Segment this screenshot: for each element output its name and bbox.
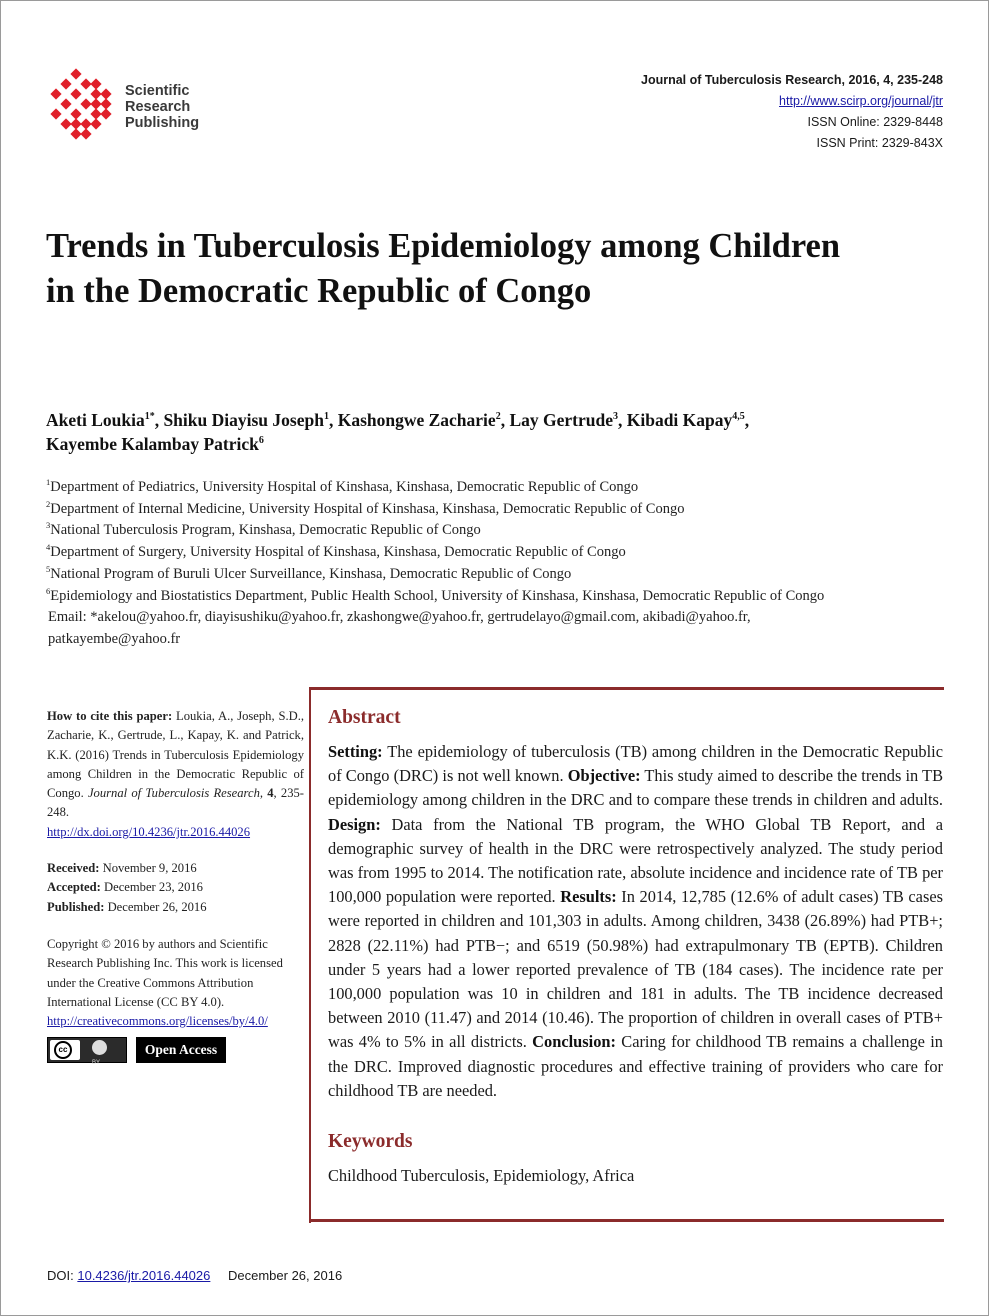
conclusion-label: Conclusion:: [532, 1032, 616, 1052]
author-affiliation-marker: 1: [323, 411, 329, 423]
affiliation-number: 3: [46, 520, 51, 531]
received-date: November 9, 2016: [102, 861, 197, 876]
author-separator: ,: [500, 410, 510, 430]
affiliation-text: National Program of Buruli Ulcer Surveillance, Kinshasa, Democratic Republic of Congo: [50, 565, 572, 582]
logo-diamond: [90, 118, 101, 129]
setting-text: The epidemiology of tuberculosis (TB) among children in the Democratic Republic of Congo (DRC) is not well known.: [328, 742, 943, 786]
copyright-text: Copyright © 2016 by authors and Scientific Research Publishing Inc. This work is licensed under the Creative Commons Attribution International License (CC BY 4.0).: [47, 936, 283, 1009]
license-badges: [47, 1035, 304, 1067]
logo-diamond: [90, 108, 101, 119]
doi-link[interactable]: 10.4236/jtr.2016.44026: [77, 1268, 211, 1283]
objective-label: Objective:: [567, 766, 641, 786]
logo-diamond: [90, 78, 101, 89]
page-footer: [47, 1268, 342, 1283]
author-affiliation-marker: 2: [495, 411, 501, 423]
copyright-block: [47, 935, 304, 1031]
abstract-top-rule: [310, 687, 944, 690]
logo-diamond: [100, 108, 111, 119]
author-name: Lay Gertrude: [509, 410, 613, 430]
logo-diamond: [70, 88, 81, 99]
logo-diamond: [60, 78, 71, 89]
affiliation-text: Department of Surgery, University Hospital of Kinshasa, Kinshasa, Democratic Republic of Congo: [50, 544, 626, 561]
setting-label: Setting:: [328, 742, 383, 761]
journal-url-link[interactable]: http://www.scirp.org/journal/jtr: [779, 94, 943, 108]
cite-label: How to cite this paper:: [47, 709, 173, 723]
author-name: Kashongwe Zacharie: [337, 410, 496, 430]
affiliation-item: [46, 499, 946, 521]
affiliation-item: [46, 477, 946, 499]
objective-text: This study aimed to describe the trends in TB epidemiology among children in the DRC and to compare these trends in children and adults.: [328, 766, 944, 810]
affiliation-text: Epidemiology and Biostatistics Department, Public Health School, University of Kinshasa, Kinshasa, Democratic Republic of Congo: [50, 587, 825, 604]
author-affiliation-marker: 1*: [144, 411, 155, 423]
publisher-name-line: Scientific: [125, 83, 190, 99]
paper-title: Trends in Tuberculosis Epidemiology among Children in the Democratic Republic of Congo: [46, 227, 841, 310]
cc-icon: cc: [54, 1041, 72, 1059]
affiliation-number: 2: [46, 498, 51, 509]
logo-diamond: [90, 88, 101, 99]
abstract-body: [328, 740, 943, 1103]
logo-diamond: [90, 98, 101, 109]
published-date: December 26, 2016: [107, 899, 207, 914]
journal-name: Journal of Tuberculosis Research, 2016, 4, 235-248: [641, 73, 943, 87]
keywords-section: [328, 1129, 943, 1188]
sidebar: [47, 707, 305, 1067]
cite-journal: Journal of Tuberculosis Research,: [87, 786, 264, 801]
person-icon: [92, 1040, 107, 1055]
cite-pages: , 235-248.: [47, 786, 304, 820]
logo-diamond: [60, 118, 71, 129]
logo-diamond: [50, 108, 61, 119]
journal-info: [641, 70, 943, 154]
date-block: [47, 859, 304, 917]
cc-by-badge[interactable]: [47, 1037, 127, 1067]
logo-diamond: [80, 98, 91, 109]
email-line: Email: *akelou@yahoo.fr, diayisushiku@yahoo.fr, zkashongwe@yahoo.fr, gertrudelayo@gmail.com, akibadi@yahoo.fr,: [48, 609, 751, 626]
affiliation-item: [46, 520, 946, 542]
affiliation-text: Department of Pediatrics, University Hospital of Kinshasa, Kinshasa, Democratic Republic of Congo: [50, 479, 639, 495]
publisher-logo: [50, 66, 220, 146]
results-text: In 2014, 12,785 (12.6% of adult cases) TB cases were reported in children and 101,303 in adults. Among children, 3438 (26.89%) had PTB+; 2828 (22.11%) had PTB−; and 6519 (50.98%) had extrapulmonary TB (EPTB). Children under 5 years had a lower reported prevalence of TB (184 cases). The incidence rate per 100,000 population was 10 in children and 181 in adults. The TB incidence decreased between 2010 (11.47) and 2014 (10.46). The proportion of children in overall cases of PTB+ was 4% to 5% in all districts.: [328, 887, 943, 1052]
email-line: patkayembe@yahoo.fr: [48, 630, 181, 647]
logo-diamond: [80, 78, 91, 89]
author-name: Shiku Diayisu Joseph: [163, 410, 324, 430]
affiliation-number: 6: [46, 585, 51, 596]
design-label: Design:: [328, 814, 381, 834]
affiliation-text: National Tuberculosis Program, Kinshasa, Democratic Republic of Congo: [50, 522, 481, 539]
affiliation-text: Department of Internal Medicine, University Hospital of Kinshasa, Kinshasa, Democratic Republic of Congo: [50, 500, 685, 517]
logo-diamond: [70, 118, 81, 129]
author-name: Kibadi Kapay: [626, 410, 733, 430]
open-access-badge[interactable]: Open Access: [136, 1037, 226, 1063]
citation-block: [47, 707, 304, 842]
author-list: [46, 408, 946, 456]
keywords-text: Childhood Tuberculosis, Epidemiology, Africa: [328, 1166, 635, 1186]
issn-online: ISSN Online: 2329-8448: [807, 115, 943, 129]
logo-diamond: [60, 98, 71, 109]
abstract-section: [328, 705, 943, 1188]
logo-diamond: [100, 98, 111, 109]
cite-doi-link[interactable]: http://dx.doi.org/10.4236/jtr.2016.44026: [47, 824, 251, 839]
published-label: Published:: [47, 899, 105, 914]
author-separator: ,: [744, 410, 750, 430]
footer-date: December 26, 2016: [228, 1268, 343, 1283]
accepted-date: December 23, 2016: [104, 880, 203, 895]
results-label: Results:: [560, 887, 617, 907]
author-name: Aketi Loukia: [46, 410, 145, 430]
doi-label: DOI:: [47, 1268, 74, 1283]
publisher-name-line: Research: [125, 99, 191, 115]
publisher-logo-icon: [50, 66, 120, 142]
abstract-left-rule: [309, 687, 311, 1223]
affiliation-item: [46, 586, 946, 608]
design-text: Data from the National TB program, the WHO Global TB Report, and a demographic survey of health in the DRC were retrospectively analyzed. The study period was from 1995 to 2014. The notification rate, absolute incidence and incidence rate of TB per 100,000 population were reported.: [328, 814, 943, 907]
keywords-heading: Keywords: [328, 1131, 413, 1153]
affiliation-list: [46, 477, 946, 651]
conclusion-text: Caring for childhood TB remains a challenge in the DRC. Improved diagnostic procedures and effective training of providers who care for childhood TB are needed.: [328, 1032, 943, 1100]
logo-diamond: [80, 118, 91, 129]
cc-badge-bg: [50, 1040, 80, 1060]
abstract-bottom-rule: [310, 1219, 944, 1222]
affiliation-number: 5: [46, 563, 51, 574]
cc-by-label: BY: [92, 1060, 101, 1067]
author-name: Kayembe Kalambay Patrick: [46, 434, 259, 454]
cite-volume: 4: [267, 786, 274, 801]
logo-diamond: [70, 108, 81, 119]
affiliation-item: [46, 564, 946, 586]
logo-diamond: [80, 128, 91, 139]
publisher-name: [125, 83, 199, 131]
logo-diamond: [70, 68, 81, 79]
logo-diamond: [70, 128, 81, 139]
publisher-name-line: Publishing: [125, 115, 200, 131]
issn-print: ISSN Print: 2329-843X: [816, 136, 943, 150]
affiliation-number: 1: [46, 477, 51, 488]
author-affiliation-marker: 3: [612, 411, 618, 423]
author-separator: ,: [154, 410, 164, 430]
logo-diamond: [50, 88, 61, 99]
author-separator: ,: [617, 410, 627, 430]
cite-text: Loukia, A., Joseph, S.D., Zacharie, K., Gertrude, L., Kapay, K. and Patrick, K.K. (2016) Trends in Tuberculosis Epidemiology among Children in the Democratic Republic of Congo.: [47, 709, 305, 801]
author-affiliation-marker: 4,5: [732, 411, 745, 423]
author-separator: ,: [328, 410, 338, 430]
license-link[interactable]: http://creativecommons.org/licenses/by/4.0/: [47, 1014, 268, 1029]
abstract-heading: Abstract: [328, 707, 401, 728]
logo-diamond: [100, 88, 111, 99]
author-affiliation-marker: 6: [258, 435, 264, 447]
accepted-label: Accepted:: [47, 880, 101, 895]
received-label: Received:: [47, 861, 100, 876]
affiliation-number: 4: [46, 542, 51, 553]
affiliation-item: [46, 542, 946, 564]
